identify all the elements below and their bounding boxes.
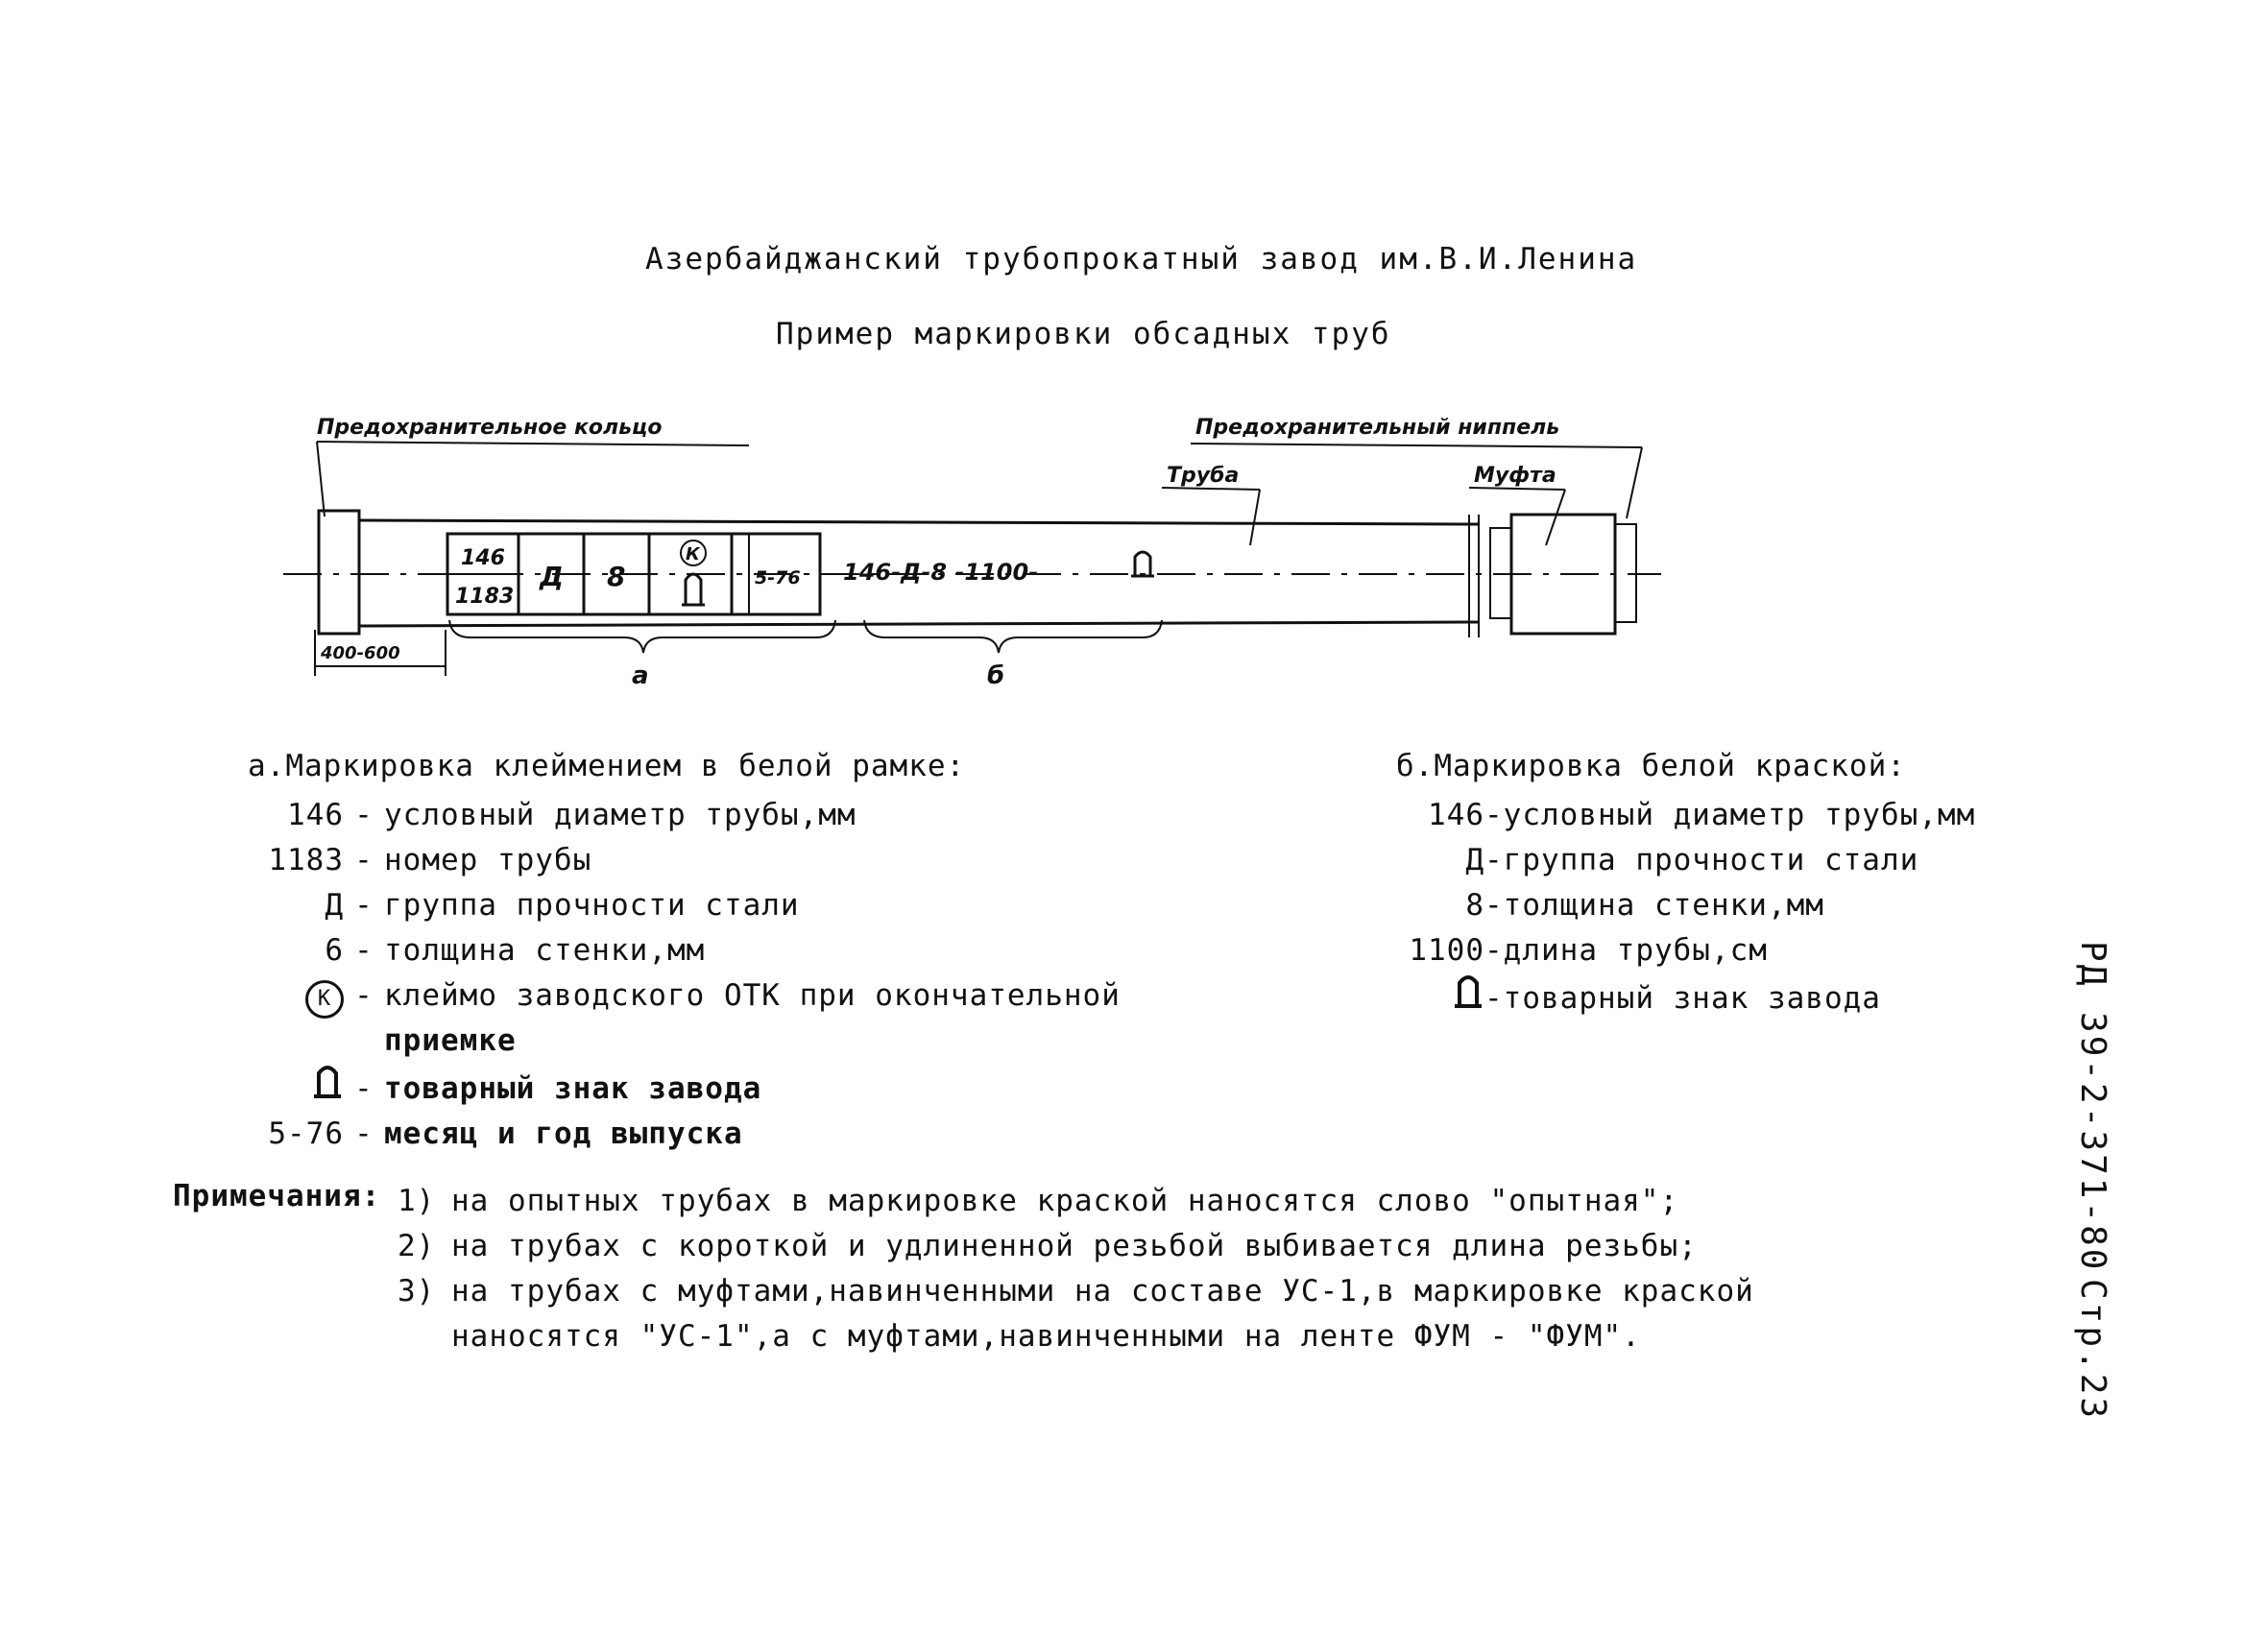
item-text: товарный знак завода xyxy=(1503,981,1881,1016)
list-item: 1100-длина трубы,см xyxy=(1408,928,1975,973)
doc-code: РД 39-2-371-80 xyxy=(2073,941,2112,1273)
stamp-number: 1183 xyxy=(455,585,515,609)
section-b-title: б.Маркировка белой краской: xyxy=(1396,749,1906,783)
trademark-icon xyxy=(311,1064,344,1098)
page-title: Пример маркировки обсадных труб xyxy=(776,317,1391,351)
item-text: клеймо заводского ОТК при окончательной xyxy=(384,978,1121,1013)
list-item: 146-условный диаметр трубы,мм xyxy=(1408,793,1975,838)
notes-label: Примечания: xyxy=(173,1179,381,1213)
list-item xyxy=(398,1179,1754,1224)
section-a-title: а.Маркировка клеймением в белой рамке: xyxy=(248,749,966,783)
item-text: приемке xyxy=(384,1023,517,1058)
trademark-icon xyxy=(1131,552,1154,576)
item-text: толщина стенки,мм xyxy=(384,933,706,968)
list-item xyxy=(398,1269,1754,1314)
item-text: товарный знак завода xyxy=(384,1071,762,1106)
list-item: - товарный знак завода xyxy=(230,1064,1121,1112)
item-key: 5-76 xyxy=(268,1117,344,1151)
item-text: номер трубы xyxy=(384,843,592,877)
note-number: 1) xyxy=(398,1184,436,1218)
stamp-diameter: 146 xyxy=(461,546,505,570)
list-item: К - клеймо заводского ОТК при окончательной xyxy=(230,973,1121,1019)
list-item xyxy=(398,1224,1754,1269)
item-key: 146 xyxy=(1428,798,1484,832)
list-item: 1183 - номер трубы xyxy=(230,838,1121,883)
list-item: 5-76 - месяц и год выпуска xyxy=(230,1112,1121,1157)
stamp-date: 5-76 xyxy=(755,567,801,588)
item-key: 8 xyxy=(1465,888,1484,923)
trademark-icon xyxy=(1452,973,1484,1008)
note-text: на опытных трубах в маркировке краской наносятся слово "опытная"; xyxy=(451,1184,1679,1218)
brace-a-label: а xyxy=(632,661,649,690)
item-text: месяц и год выпуска xyxy=(384,1117,743,1151)
dimension-label: 400-600 xyxy=(321,643,400,663)
brace-b-label: б xyxy=(987,661,1005,690)
label-coupling: Муфта xyxy=(1474,464,1556,488)
item-key: Д xyxy=(325,888,344,923)
item-text: группа прочности стали xyxy=(1503,843,1919,877)
label-protective-ring: Предохранительное кольцо xyxy=(317,416,663,440)
item-key: 6 xyxy=(325,933,344,968)
label-protective-nipple: Предохранительный ниппель xyxy=(1195,416,1560,440)
label-pipe: Труба xyxy=(1167,464,1240,488)
item-text: группа прочности стали xyxy=(384,888,800,923)
stamp-otk: К xyxy=(686,544,700,564)
item-key: 1100 xyxy=(1409,933,1484,968)
stamp-group: Д xyxy=(540,561,564,592)
list-item: 8-толщина стенки,мм xyxy=(1408,883,1975,928)
note-text: на трубах с муфтами,навинченными на составе УС-1,в маркировке краской xyxy=(451,1274,1754,1309)
list-item: -товарный знак завода xyxy=(1408,973,1975,1021)
paint-marking: 146-Д-8 -1100- xyxy=(843,559,1039,586)
protective-ring xyxy=(319,511,359,634)
list-item xyxy=(398,1314,1754,1359)
item-key: 146 xyxy=(287,798,344,832)
page-number: Стр.23 xyxy=(2073,1279,2112,1422)
plant-name: Азербайджанский трубопрокатный завод им.В.И.Ленина xyxy=(645,242,1638,276)
list-item: Д-группа прочности стали xyxy=(1408,838,1975,883)
trademark-icon xyxy=(682,574,705,605)
note-text: на трубах с короткой и удлиненной резьбой выбивается длина резьбы; xyxy=(451,1229,1698,1263)
stamp-thickness: 8 xyxy=(607,561,626,592)
pipe-drawing xyxy=(278,403,1700,701)
list-item: 6 - толщина стенки,мм xyxy=(230,928,1121,973)
item-text: толщина стенки,мм xyxy=(1503,888,1824,923)
item-text: условный диаметр трубы,мм xyxy=(1503,798,1976,832)
section-b-list xyxy=(1408,793,1975,1021)
notes-list xyxy=(398,1179,1754,1359)
item-text: условный диаметр трубы,мм xyxy=(384,798,857,832)
section-a-list xyxy=(230,793,1121,1157)
otk-stamp-icon: К xyxy=(305,980,344,1019)
list-item: Д - группа прочности стали xyxy=(230,883,1121,928)
list-item: 146 - условный диаметр трубы,мм xyxy=(230,793,1121,838)
item-text: длина трубы,см xyxy=(1503,933,1768,968)
note-text: наносятся "УС-1",а с муфтами,навинченными на ленте ФУМ - "ФУМ". xyxy=(451,1319,1641,1354)
list-item xyxy=(230,1019,1121,1064)
item-key: Д xyxy=(1465,843,1484,877)
note-number: 2) xyxy=(398,1229,436,1263)
note-number: 3) xyxy=(398,1274,436,1309)
item-key: 1183 xyxy=(268,843,344,877)
